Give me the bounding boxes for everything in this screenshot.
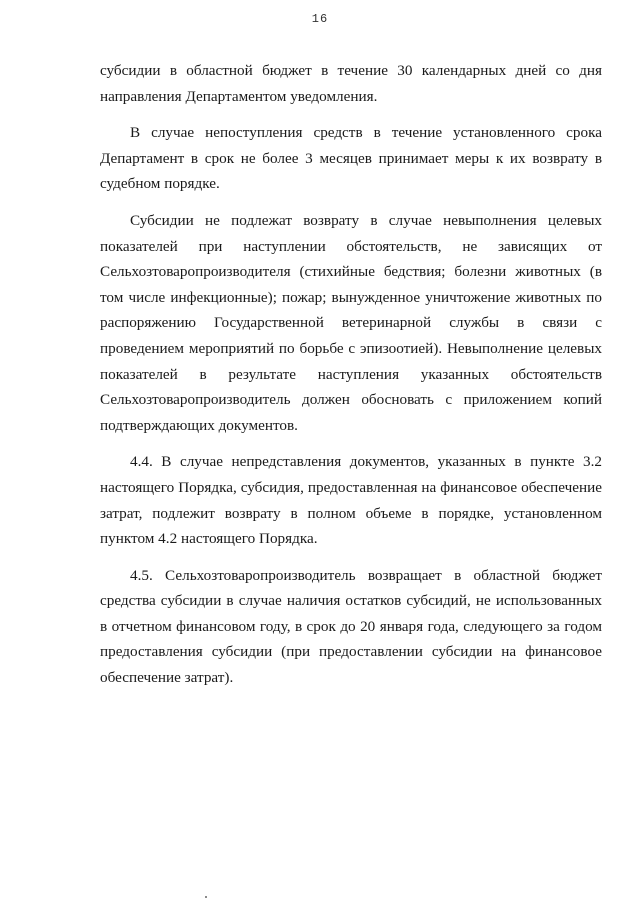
paragraph-4-5: 4.5. Сельхозтоваропроизводитель возвращает в областной бюджет средства субсидии в случае наличия остатков субсидий, не использованных в отчетном финансовом году, в срок до 20 января года, следующего за годом предоставления субсидии (при предоставлении субсидии на финансовое обеспечение затрат). [100, 566, 602, 687]
paragraph-4-4: 4.4. В случае непредставления документов, указанных в пункте 3.2 настоящего Порядка, субсидия, предоставленная на финансовое обеспечение затрат, подлежит возврату в полном объеме в порядке, установленном пунктом 4.2 настоящего Порядка. [100, 453, 602, 548]
scan-speck [205, 896, 207, 898]
paragraph-exemptions: Субсидии не подлежат возврату в случае невыполнения целевых показателей при наступлении обстоятельств, не зависящих от Сельхозтоваропроизводителя (стихийные бедствия; болезни животных (в том числе инфекционные); пожар; вынужденное уничтожение животных по распоряжению Государственной ветеринарной службы в связи с проведением мероприятий по борьбе с эпизоотией). Невыполнение целевых показателей в результате наступления указанных обстоятельств Сельхозтоваропроизводитель должен обосновать с приложением копий подтверждающих документов. [100, 211, 602, 434]
paragraph-non-receipt: В случае непоступления средств в течение установленного срока Департамент в срок не более 3 месяцев принимает меры к их возврату в судебном порядке. [100, 124, 602, 193]
page-number: 16 [311, 12, 329, 26]
document-body [100, 58, 602, 702]
paragraph-continuation: субсидии в областной бюджет в течение 30 календарных дней со дня направления Департаментом уведомления. [100, 62, 602, 105]
